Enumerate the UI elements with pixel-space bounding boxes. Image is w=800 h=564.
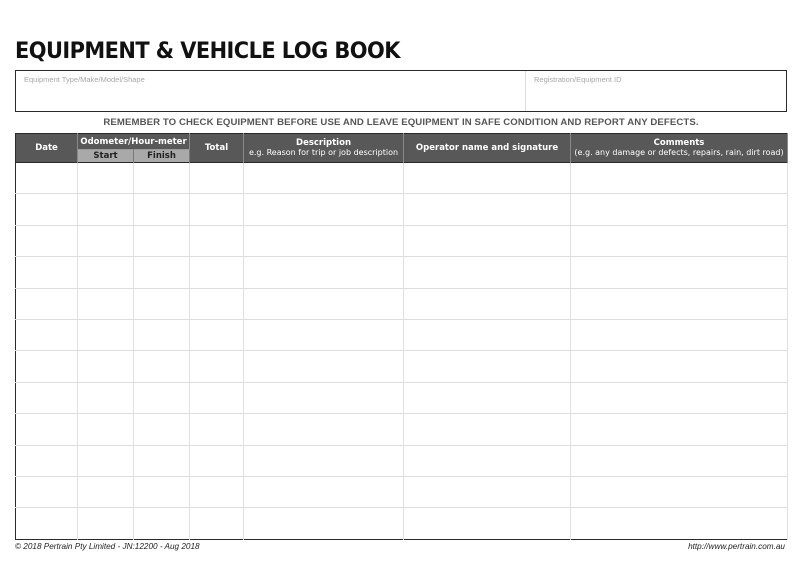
start-field[interactable]	[78, 320, 133, 350]
cell-date	[16, 288, 78, 319]
operator-field[interactable]	[404, 289, 570, 319]
header-start: Start	[78, 150, 134, 163]
comments-field[interactable]	[571, 477, 787, 507]
cell-comments	[571, 163, 788, 194]
start-field[interactable]	[78, 414, 133, 444]
start-field[interactable]	[78, 383, 133, 413]
cell-description	[244, 320, 404, 351]
cell-finish	[134, 445, 190, 476]
cell-start	[78, 288, 134, 319]
table-row	[16, 320, 788, 351]
cell-start	[78, 414, 134, 445]
table-row	[16, 414, 788, 445]
start-field[interactable]	[78, 163, 133, 193]
cell-date	[16, 508, 78, 540]
equipment-info-box	[15, 70, 787, 112]
date-field[interactable]	[16, 414, 77, 444]
header-date: Date	[16, 134, 78, 163]
finish-field[interactable]	[134, 226, 189, 256]
cell-comments	[571, 351, 788, 382]
table-row	[16, 194, 788, 225]
cell-description	[244, 477, 404, 508]
description-field[interactable]	[244, 289, 403, 319]
date-field[interactable]	[16, 257, 77, 287]
cell-date	[16, 163, 78, 194]
finish-field[interactable]	[134, 414, 189, 444]
date-field[interactable]	[16, 289, 77, 319]
header-comments-hint: (e.g. any damage or defects, repairs, rain, dirt road)	[574, 148, 784, 157]
cell-comments	[571, 288, 788, 319]
table-row	[16, 445, 788, 476]
cell-operator	[404, 445, 571, 476]
comments-field[interactable]	[571, 414, 787, 444]
cell-finish	[134, 508, 190, 540]
header-operator: Operator name and signature	[404, 134, 571, 163]
total-field[interactable]	[190, 508, 243, 539]
cell-date	[16, 320, 78, 351]
header-description	[244, 134, 404, 163]
cell-comments	[571, 194, 788, 225]
cell-start	[78, 382, 134, 413]
cell-total	[190, 288, 244, 319]
date-field[interactable]	[16, 194, 77, 224]
equipment-type-field[interactable]	[22, 87, 519, 108]
cell-date	[16, 477, 78, 508]
operator-field[interactable]	[404, 414, 570, 444]
cell-date	[16, 414, 78, 445]
description-field[interactable]	[244, 383, 403, 413]
date-field[interactable]	[16, 163, 77, 193]
cell-comments	[571, 225, 788, 256]
description-field[interactable]	[244, 194, 403, 224]
cell-finish	[134, 477, 190, 508]
cell-finish	[134, 163, 190, 194]
finish-field[interactable]	[134, 351, 189, 381]
finish-field[interactable]	[134, 194, 189, 224]
operator-field[interactable]	[404, 257, 570, 287]
cell-finish	[134, 414, 190, 445]
comments-field[interactable]	[571, 508, 787, 539]
description-field[interactable]	[244, 257, 403, 287]
cell-description	[244, 508, 404, 540]
description-field[interactable]	[244, 226, 403, 256]
cell-finish	[134, 257, 190, 288]
comments-field[interactable]	[571, 194, 787, 224]
cell-comments	[571, 320, 788, 351]
cell-date	[16, 194, 78, 225]
operator-field[interactable]	[404, 477, 570, 507]
cell-total	[190, 382, 244, 413]
finish-field[interactable]	[134, 257, 189, 287]
cell-date	[16, 225, 78, 256]
cell-date	[16, 351, 78, 382]
cell-start	[78, 351, 134, 382]
comments-field[interactable]	[571, 320, 787, 350]
cell-total	[190, 351, 244, 382]
total-field[interactable]	[190, 320, 243, 350]
cell-total	[190, 194, 244, 225]
cell-comments	[571, 445, 788, 476]
cell-date	[16, 445, 78, 476]
start-field[interactable]	[78, 477, 133, 507]
cell-description	[244, 414, 404, 445]
cell-start	[78, 163, 134, 194]
operator-field[interactable]	[404, 383, 570, 413]
start-field[interactable]	[78, 226, 133, 256]
header-description-title: Description	[296, 138, 351, 148]
operator-field[interactable]	[404, 226, 570, 256]
cell-operator	[404, 163, 571, 194]
comments-field[interactable]	[571, 289, 787, 319]
description-field[interactable]	[244, 351, 403, 381]
log-table-body	[16, 163, 788, 540]
comments-field[interactable]	[571, 257, 787, 287]
cell-operator	[404, 194, 571, 225]
equipment-type-cell	[16, 71, 526, 111]
finish-field[interactable]	[134, 508, 189, 539]
cell-operator	[404, 351, 571, 382]
finish-field[interactable]	[134, 477, 189, 507]
cell-description	[244, 351, 404, 382]
header-comments	[571, 134, 788, 163]
comments-field[interactable]	[571, 226, 787, 256]
cell-start	[78, 508, 134, 540]
cell-total	[190, 225, 244, 256]
total-field[interactable]	[190, 194, 243, 224]
header-description-hint: e.g. Reason for trip or job description	[248, 148, 399, 157]
header-finish: Finish	[134, 150, 190, 163]
copyright-text: © 2018 Pertrain Pty Limited - JN:12200 - Aug 2018	[15, 542, 200, 551]
cell-operator	[404, 382, 571, 413]
cell-finish	[134, 194, 190, 225]
description-field[interactable]	[244, 320, 403, 350]
cell-operator	[404, 508, 571, 540]
cell-start	[78, 194, 134, 225]
date-field[interactable]	[16, 477, 77, 507]
cell-operator	[404, 288, 571, 319]
cell-comments	[571, 414, 788, 445]
operator-field[interactable]	[404, 163, 570, 193]
cell-total	[190, 477, 244, 508]
date-field[interactable]	[16, 351, 77, 381]
start-field[interactable]	[78, 446, 133, 476]
description-field[interactable]	[244, 477, 403, 507]
cell-start	[78, 445, 134, 476]
cell-operator	[404, 477, 571, 508]
total-field[interactable]	[190, 351, 243, 381]
date-field[interactable]	[16, 508, 77, 539]
date-field[interactable]	[16, 320, 77, 350]
comments-field[interactable]	[571, 383, 787, 413]
cell-operator	[404, 257, 571, 288]
cell-finish	[134, 320, 190, 351]
cell-date	[16, 382, 78, 413]
table-row	[16, 225, 788, 256]
comments-field[interactable]	[571, 446, 787, 476]
finish-field[interactable]	[134, 163, 189, 193]
comments-field[interactable]	[571, 163, 787, 193]
cell-total	[190, 508, 244, 540]
cell-description	[244, 257, 404, 288]
header-odometer: Odometer/Hour-meter	[78, 134, 190, 150]
comments-field[interactable]	[571, 351, 787, 381]
description-field[interactable]	[244, 508, 403, 539]
cell-finish	[134, 351, 190, 382]
cell-total	[190, 445, 244, 476]
cell-finish	[134, 382, 190, 413]
cell-description	[244, 382, 404, 413]
registration-id-label: Registration/Equipment ID	[534, 75, 622, 84]
cell-operator	[404, 414, 571, 445]
cell-comments	[571, 257, 788, 288]
table-row	[16, 163, 788, 194]
cell-description	[244, 163, 404, 194]
finish-field[interactable]	[134, 446, 189, 476]
description-field[interactable]	[244, 163, 403, 193]
start-field[interactable]	[78, 351, 133, 381]
operator-field[interactable]	[404, 446, 570, 476]
operator-field[interactable]	[404, 320, 570, 350]
total-field[interactable]	[190, 226, 243, 256]
cell-description	[244, 288, 404, 319]
table-row	[16, 288, 788, 319]
cell-total	[190, 320, 244, 351]
total-field[interactable]	[190, 383, 243, 413]
operator-field[interactable]	[404, 508, 570, 539]
finish-field[interactable]	[134, 320, 189, 350]
cell-operator	[404, 225, 571, 256]
cell-finish	[134, 288, 190, 319]
start-field[interactable]	[78, 508, 133, 539]
finish-field[interactable]	[134, 289, 189, 319]
cell-total	[190, 414, 244, 445]
table-row	[16, 382, 788, 413]
description-field[interactable]	[244, 446, 403, 476]
header-total: Total	[190, 134, 244, 163]
total-field[interactable]	[190, 289, 243, 319]
finish-field[interactable]	[134, 383, 189, 413]
page-title: EQUIPMENT & VEHICLE LOG BOOK	[15, 38, 400, 64]
total-field[interactable]	[190, 257, 243, 287]
operator-field[interactable]	[404, 194, 570, 224]
equipment-type-label: Equipment Type/Make/Model/Shape	[24, 75, 145, 84]
start-field[interactable]	[78, 289, 133, 319]
start-field[interactable]	[78, 194, 133, 224]
cell-description	[244, 225, 404, 256]
operator-field[interactable]	[404, 351, 570, 381]
date-field[interactable]	[16, 383, 77, 413]
cell-date	[16, 257, 78, 288]
cell-start	[78, 320, 134, 351]
description-field[interactable]	[244, 414, 403, 444]
log-table	[15, 133, 788, 540]
date-field[interactable]	[16, 226, 77, 256]
cell-description	[244, 194, 404, 225]
cell-total	[190, 163, 244, 194]
cell-operator	[404, 320, 571, 351]
table-row	[16, 351, 788, 382]
total-field[interactable]	[190, 414, 243, 444]
cell-comments	[571, 382, 788, 413]
cell-start	[78, 225, 134, 256]
registration-id-cell	[526, 71, 786, 111]
cell-finish	[134, 225, 190, 256]
start-field[interactable]	[78, 257, 133, 287]
registration-id-field[interactable]	[532, 87, 780, 108]
safety-reminder: REMEMBER TO CHECK EQUIPMENT BEFORE USE AND LEAVE EQUIPMENT IN SAFE CONDITION AND REPORT ANY DEFECTS.	[103, 117, 699, 128]
table-row	[16, 477, 788, 508]
table-row	[16, 508, 788, 540]
cell-start	[78, 477, 134, 508]
cell-start	[78, 257, 134, 288]
cell-comments	[571, 508, 788, 540]
total-field[interactable]	[190, 446, 243, 476]
cell-description	[244, 445, 404, 476]
cell-comments	[571, 477, 788, 508]
website-link[interactable]: http://www.pertrain.com.au	[688, 542, 785, 551]
cell-total	[190, 257, 244, 288]
date-field[interactable]	[16, 446, 77, 476]
total-field[interactable]	[190, 163, 243, 193]
total-field[interactable]	[190, 477, 243, 507]
table-row	[16, 257, 788, 288]
header-comments-title: Comments	[653, 138, 705, 148]
